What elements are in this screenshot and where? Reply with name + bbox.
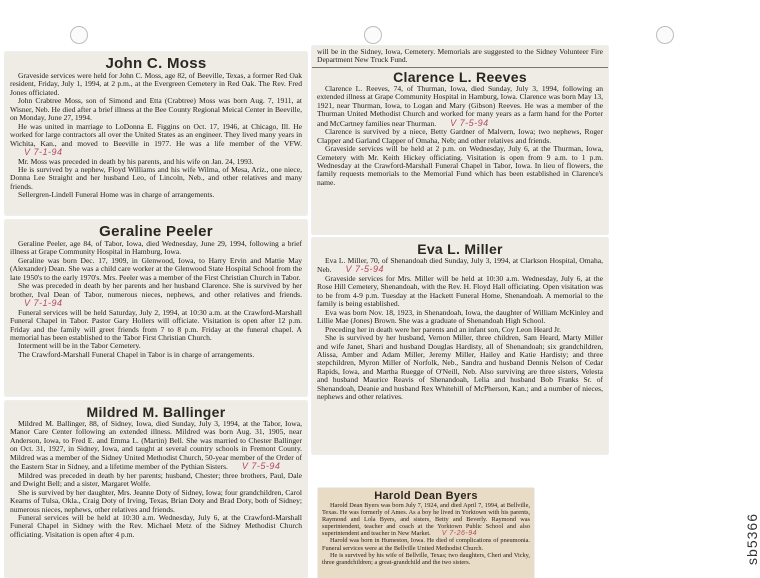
obituary-continuation: will be in the Sidney, Iowa, Cemetery. Memorials are suggested to the Sidney Volunteer Fire Department New Truck Fund. <box>317 47 603 65</box>
page-code: sb5366 <box>744 513 760 565</box>
handwritten-note: V 7-26-94 <box>441 530 478 538</box>
clipping-byers <box>318 488 534 578</box>
handwritten-note: V 7-5-94 <box>450 117 489 128</box>
clipping-peeler <box>5 220 307 396</box>
obituary-body: Geraline Peeler, age 84, of Tabor, Iowa, died Wednesday, June 29, 1994, following a brief illness at Grape Community Hospital in Hamburg, Iowa. Geraline was born Dec. 17, 1909, in Glenwood, Iowa, to Harry Ervin and Mattie May (Alexander) Dean. She was a child care worker at the Glenwood State Hospital School from the late 1950's to the early 1970's. Mrs. Peeler was a member of the First Christian Church in Tabor. She was preceded in death by her parents and her husband Clarence. She is survived by her brother, Ival Dean of Tabor, numerous nieces, nephews, and other relatives and friends.V 7-1-94 Funeral services will be held Saturday, July 2, 1994, at 10:30 a.m. at the Crawford-Marshall Funeral Chapel in Tabor. Pastor Gary Hollers will officiate. Visitation is open after 12 p.m. Friday and the family will greet friends from 7 to 8 p.m. Friday at the funeral chapel. A memorial has been established to the Tabor First Christian Church. Interment will be in the Tabor Cemetery. The Crawford-Marshall Funeral Chapel in Tabor is in charge of arrangements. <box>10 239 302 359</box>
clipping-moss <box>5 52 307 215</box>
obituary-title: Mildred M. Ballinger <box>86 404 226 420</box>
handwritten-note: V 7-1-94 <box>24 298 63 309</box>
obituary-title: Geraline Peeler <box>99 223 213 240</box>
handwritten-note: V 7-1-94 <box>24 147 63 158</box>
punch-hole <box>656 26 674 44</box>
punch-hole <box>70 26 88 44</box>
obituary-body: Eva L. Miller, 70, of Shenandoah died Sunday, July 3, 1994, at Clarkson Hospital, Omaha, Neb. V 7-5-94 Graveside services for Mrs. Miller will be held at 10:30 a.m. Wednesday, July 6, at the Rose Hill Cemetery, Shenandoah, with the Rev. H. Floyd Hall officiating. Open visitation was to be from 4-9 p.m. Tuesday at the Hackett Funeral Home, Shenandoah. A memorial to the family is being established. Eva was born Nov. 18, 1923, in Shenandoah, Iowa, the daughter of William McKinley and Lillie Mae (Jones) Brown. She was a graduate of Shenandoah High School. Preceding her in death were her parents and an infant son, Coy Leon Heard Jr. She is survived by her husband, Vernon Miller, three children, Sam Heard, Marty Miller and wife Janet, Shari and husband Douglas Hardisty, all of Shenandoah; six grandchildren, Alissa, Amber and Adam Miller, Jeremy Miller, Hailey and Katie Hardisty; and three stepchildren, Myron Miller of Norfolk, Neb., Sandra and husband Dennis Nelson of Cedar Rapids, Iowa, and Martha Ruegge of O'Neill, Neb. Also surviving are three sisters, Velesta and husband Maurice Reavis of Shenandoah, Lelia and husband Bob Franks Sr. of Shenandoah, Deanie and husband Rex Whitehill of McPherson, Kan.; and a number of nieces, nephews and other relatives. <box>317 256 603 402</box>
punch-hole <box>364 26 382 44</box>
clipping-ballinger <box>5 401 307 578</box>
obituary-body: Clarence L. Reeves, 74, of Thurman, Iowa, died Sunday, July 3, 1994, following an extended illness at Grape Community Hospital in Hamburg, Iowa. Clarence was born May 13, 1921, near Thurman, Iowa, to Logan and Mary (Gibson) Reeves. He was a member of the Thurman United Methodist Church and worked for many years as a farm hand for the Porter and McCartney families near Thurman. V 7-5-94 Clarence is survived by a niece, Betty Gardner of Malvern, Iowa; two nephews, Roger Clapper and Garland Clapper of Omaha, Neb; and other relatives and friends. Graveside services will be held at 2 p.m. on Wednesday, July 6, at the Thurman, Iowa, Cemetery with Mr. Keith Hickey officiating. Visitation is open from 9 a.m. to 1 p.m. Wednesday at the Crawford-Marshall Funeral Chapel in Tabor, Iowa. In lieu of flowers, the family requests memorials to the Memorial Fund which has been established in Clarence's name. <box>317 83 603 187</box>
clipping-reeves <box>312 46 608 234</box>
handwritten-note: V 7-5-94 <box>241 461 281 472</box>
divider <box>312 67 608 68</box>
obituary-body: Mildred M. Ballinger, 88, of Sidney, Iowa, died Sunday, July 3, 1994, at the Tabor, Iowa, Manor Care Center following an extended illness. Mildred was born Aug. 31, 1905, near Anderson, Iowa, to Fred E. and Emma L. (Martin) Bell. She was married to Chester Ballinger on Oct. 31, 1927, in Sidney, Iowa, and taught at several country schools in Fremont County. Mildred was a member of the Sidney United Methodist Church, 50-year member of the Order of the Eastern Star in Sidney, and a lifetime member of the Pythian Sisters. V 7-5-94 Mildred was preceded in death by her parents; husband, Chester; three brothers, Paul, Dale and Dwight Bell; and a sister, Margaret Wolfe. She is survived by her daughter, Mrs. Jeanne Doty of Sidney, Iowa; four grandchildren, Carol Kearns of Tulsa, Okla., Craig Doty of Irving, Texas, Brian Doty and Brad Doty, both of Sidney; numerous nieces, nephews, other relatives and friends. Funeral services will be held at 10:30 a.m. Wednesday, July 6, at the Crawford-Marshall Funeral Chapel in Sidney with the Rev. Michael Metz of the Sidney Methodist Church officiating. Visitation is open after 4 p.m. <box>10 419 302 539</box>
obituary-title: Eva L. Miller <box>417 241 503 257</box>
handwritten-note: V 7-5-94 <box>345 264 384 275</box>
obituary-title: Harold Dean Byers <box>374 490 478 502</box>
obituary-title: Clarence L. Reeves <box>393 68 527 85</box>
clipping-miller <box>312 238 608 454</box>
obituary-body: Harold Dean Byers was born July 7, 1924, and died April 7, 1994, at Bellville, Texas. He was formerly of Ames. As a boy he lived in Yorktown with his parents, Raymond and Lola Byers, and sisters, Betty and Beverly. Raymond was superintendent, teacher and coach at the Yorktown Public School and also superintendent and teacher in New Market. V 7-26-94 Harold was born in Humeston, Iowa. He died of complications of pneumonia. Funeral services were at the Bellville United Methodist Church. He is survived by his wife of Bellville, Texas; two daughters, Cheri and Vicky, three grandchildren; a great-grandchild and the two sisters. <box>322 502 530 566</box>
obituary-body: Graveside services were held for John C. Moss, age 82, of Beeville, Texas, a former Red Oak resident, Friday, July 1, 1994, at 2 p.m., at the Evergreen Cemetery in Red Oak. The Rev. Fred Jones officiated. John Crabtree Moss, son of Simond and Etta (Crabtree) Moss was born Aug. 7, 1911, at Wisner, Neb. He died after a brief illness at the Bee County Regional Meical Center in Beeville, on Monday, June 27, 1994. He was united in marriage to LoDonna E. Figgins on Oct. 17, 1946, at Chicago, Ill. He worked for large contractors all over the United States as an engineer. They lived many years in Wichita, Kan., and moved to Beeville in 1977. He was a life member of the VFW.V 7-1-94 Mr. Moss was preceded in death by his parents, and his wife on Jan. 24, 1993. He is survived by a nephew, Floyd Williams and his wife Wilma, of Mesa, Ariz., one niece, Donna Lee Straight and her husband Leo, of Lincoln, Neb., and other relatives and many friends. Sellergren-Lindell Funeral Home was in charge of arrangements. <box>10 71 302 200</box>
obituary-title: John C. Moss <box>105 55 207 72</box>
